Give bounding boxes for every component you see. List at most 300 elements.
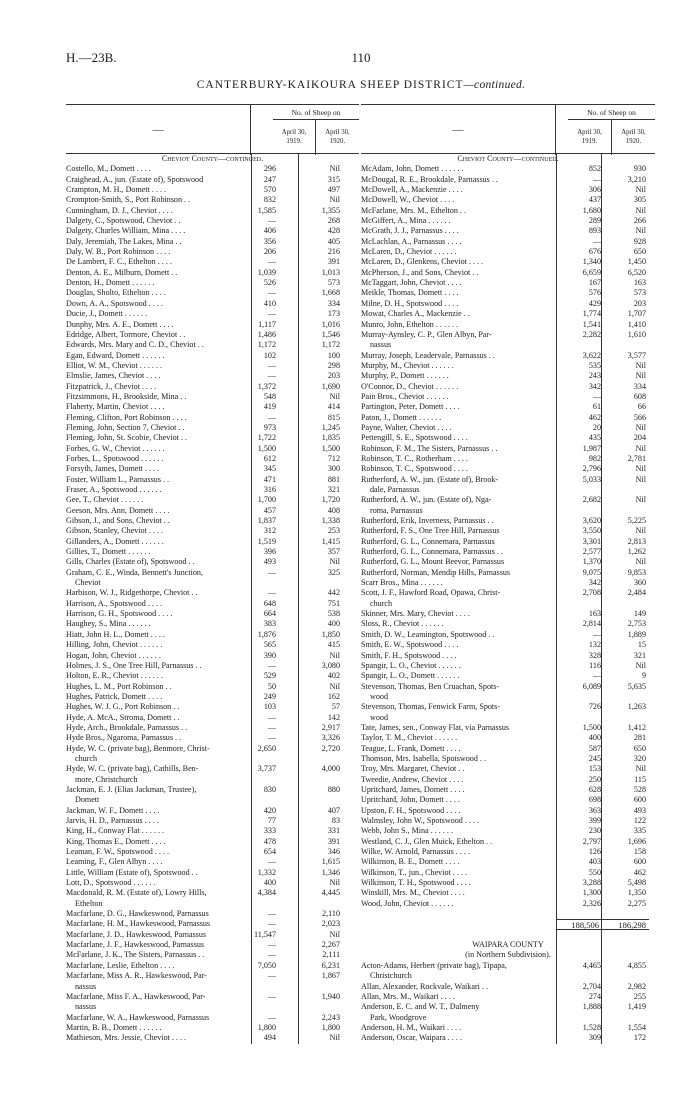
owner-name: Stevenson, Thomas, Ben Cruachan, Spots- [361, 681, 500, 691]
owner-name: Hyde, W. C. (private bag), Benmore, Christ- [66, 743, 210, 753]
sheep-1920: 1,245 [321, 422, 340, 432]
sheep-1920: 1,940 [321, 991, 340, 1001]
sheep-1920: 331 [327, 826, 340, 836]
table-row [66, 692, 359, 702]
owner-name: Macdonald, R. M. (Estate of), Lowry Hills, [66, 888, 207, 898]
table-row [66, 857, 359, 867]
owner-name: Jackman, E. J. (Elias Jackman, Trustee), [66, 784, 197, 794]
table-row [361, 568, 655, 578]
owner-name: Crompton-Smith, S., Port Robinson . . [66, 195, 191, 205]
table-row [361, 299, 655, 309]
sheep-1919: 570 [263, 185, 276, 195]
table-row [66, 878, 359, 888]
sheep-1919: 2,796 [582, 464, 601, 474]
owner-name: Wilkinson, T. H., Spotswood . . . . [361, 878, 471, 888]
table-row [66, 754, 359, 764]
sheep-1919: 153 [588, 764, 601, 774]
sheep-1920: 815 [327, 412, 340, 422]
sheep-1919: 6,089 [582, 681, 601, 691]
owner-name: Taylor, T. M., Cheviot . . . . . . [361, 733, 458, 743]
sheep-1919: 1,172 [257, 340, 276, 350]
sheep-1919: 1,117 [258, 319, 276, 329]
sheep-1919: 420 [263, 805, 276, 815]
right-column [361, 104, 655, 1044]
owner-name: Winskill, Mrs. M., Cheviot . . . . [361, 888, 465, 898]
sheep-1919: 20 [592, 422, 601, 432]
sheep-1920: 2,484 [627, 588, 646, 598]
owner-name: Forsyth, James, Domett . . . . [66, 464, 160, 474]
header-sheep-group [568, 105, 655, 155]
sheep-1920: 122 [633, 816, 646, 825]
owner-name: wood [370, 712, 388, 722]
sheep-1920: 1,016 [321, 319, 340, 329]
sheep-1920: 321 [327, 485, 340, 494]
sheep-1919: 399 [588, 816, 601, 825]
title-continued: —continued. [463, 79, 526, 91]
owner-name: WAIPARA COUNTY [472, 940, 544, 950]
owner-name: Denton, A. E., Milburn, Domett . . [66, 267, 178, 277]
sheep-1919: 333 [263, 826, 276, 836]
table-row [66, 599, 359, 609]
owner-name: Hughes, L. M., Port Robinson . . [66, 681, 172, 691]
sheep-1919: 852 [588, 164, 601, 174]
sheep-1919: 250 [588, 774, 601, 784]
table-row [66, 785, 359, 795]
sheep-1920: 186,298 [618, 920, 646, 931]
sheep-1920: 100 [327, 350, 340, 360]
owner-name: Costello, M., Domett . . . . [66, 164, 151, 174]
sheep-1919: 1,774 [582, 309, 601, 319]
table-row [66, 1033, 359, 1043]
sheep-1920: 325 [327, 567, 340, 577]
table-row [361, 402, 655, 412]
left-table-header [66, 104, 359, 154]
sheep-1919: 132 [588, 640, 601, 650]
sheep-1920: Nil [635, 360, 646, 370]
table-row [361, 226, 655, 236]
table-row [66, 733, 359, 743]
owner-name: Pettengill, S. E., Spotswood . . . . [361, 433, 468, 443]
sheep-1920: 2,023 [321, 919, 340, 929]
owner-name: Little, William (Estate of), Spotswood . . [66, 867, 198, 877]
sheep-1920: 391 [327, 836, 340, 846]
sheep-1919: 982 [588, 453, 601, 463]
table-row [66, 278, 359, 288]
header-col-1920: April 30, 1920. [621, 129, 646, 145]
table-row [361, 557, 655, 567]
page-header [66, 50, 656, 68]
column-rule [251, 154, 252, 1044]
owner-name: Rutherford, Erik, Inverness, Parnassus . . [361, 516, 494, 526]
sheep-1919: 296 [263, 164, 276, 174]
owner-name: Harrison, G. H., Spotswood . . . . [66, 609, 173, 619]
sheep-1920: 281 [633, 733, 646, 743]
sheep-1920: 4,855 [627, 960, 646, 970]
table-row [66, 454, 359, 464]
owner-name: Gibson, Stanley, Cheviot . . . . [66, 526, 164, 536]
owner-name: Allan, Alexander, Rockvale, Waikari . . [361, 981, 488, 991]
owner-name: Smith, D. W., Leamington, Spotswood . . [361, 629, 495, 639]
sheep-1920: 405 [327, 236, 340, 246]
sheep-1919: 249 [263, 691, 276, 701]
table-row [66, 413, 359, 423]
table-row [361, 713, 655, 723]
owner-name: Smith, E. W., Spotswood . . . . [361, 640, 459, 650]
sheep-1920: 462 [633, 867, 646, 877]
table-row [66, 588, 359, 598]
owner-name: Partington, Peter, Domett . . . . [361, 402, 460, 412]
sheep-1919: 893 [588, 226, 601, 236]
owner-name: Leaming, F., Glen Albyn . . . . [66, 857, 163, 867]
sheep-1920: 172 [633, 1033, 646, 1043]
owner-name: Christchurch [370, 971, 412, 981]
sheep-1919: 1,332 [257, 867, 276, 877]
sheep-1919: 2,282 [582, 329, 601, 339]
table-row [66, 744, 359, 754]
sheep-1920: 162 [327, 691, 340, 701]
sheep-1920: 203 [327, 371, 340, 381]
sheep-1920: 1,889 [627, 629, 646, 639]
sheep-1919: 2,326 [582, 898, 601, 908]
sheep-1920: 149 [633, 609, 646, 619]
sheep-1919: 1,528 [582, 1022, 601, 1032]
sheep-1920: 1,867 [321, 971, 340, 981]
sheep-1919: 612 [263, 453, 276, 463]
owner-name: Gills, Charles (Estate of), Spotswood . . [66, 557, 195, 567]
sheep-1919: 664 [263, 609, 276, 619]
sheep-1919: 493 [263, 557, 276, 567]
sheep-1919: 548 [263, 391, 276, 401]
total-row [557, 919, 649, 929]
sheep-1919: — [267, 216, 276, 226]
table-row [66, 382, 359, 392]
owner-name: Dalgety, Charles William, Mina . . . . [66, 226, 186, 236]
sheep-1919: 103 [263, 702, 276, 712]
owner-name: Hughes, W. J. G., Port Robinson . . [66, 702, 180, 712]
table-row [361, 982, 655, 992]
table-row [361, 257, 655, 267]
table-row [66, 723, 359, 733]
table-row [361, 371, 655, 381]
owner-name: Flaherty, Martin, Cheviot . . . . [66, 402, 165, 412]
sheep-1920: 4,000 [321, 764, 340, 774]
table-row [66, 268, 359, 278]
owner-name: Elliot, W. M., Cheviot . . . . . . [66, 360, 163, 370]
sheep-1919: 1,722 [257, 433, 276, 443]
owner-name: Hiatt, John H. L., Domett . . . . [66, 629, 165, 639]
sheep-1919: 400 [263, 878, 276, 888]
table-row [361, 392, 655, 402]
sheep-1919: 4,465 [582, 960, 601, 970]
table-row [66, 288, 359, 298]
sheep-1919: 188,506 [571, 920, 599, 931]
table-row [361, 433, 655, 443]
owner-name: Fleming, John, Section 7, Cheviot . . [66, 422, 185, 432]
header-col-1919: April 30, 1919. [273, 120, 316, 155]
sheep-1919: — [267, 660, 276, 670]
sheep-1919: 390 [263, 650, 276, 660]
sheep-1919: 1,837 [257, 516, 276, 526]
owner-name: Rutherford, G. L., Connemara, Parnassus . . [361, 547, 503, 557]
sheep-1919: — [267, 950, 276, 960]
sheep-1919: 403 [588, 857, 601, 867]
owner-name: Anderson, H. M., Waikari . . . . [361, 1022, 462, 1032]
sheep-1919: — [267, 919, 276, 929]
table-row [361, 547, 655, 557]
sheep-1919: 1,500 [582, 722, 601, 732]
table-row [361, 733, 655, 743]
sheep-1919: 419 [263, 402, 276, 412]
owner-name: Wood, John, Cheviot . . . . . . [361, 898, 454, 908]
table-row [361, 247, 655, 257]
table-row [361, 692, 655, 702]
sheep-1919: 3,288 [582, 878, 601, 888]
sheep-1920: 414 [327, 402, 340, 412]
sheep-1920: 300 [327, 464, 340, 474]
sheep-1919: — [267, 909, 276, 919]
sheep-1920: 407 [327, 805, 340, 815]
sheep-1919: 832 [263, 195, 276, 205]
sheep-1919: 587 [588, 743, 601, 753]
owner-name: Upritchard, John, Domett . . . . [361, 795, 460, 805]
owner-name: Egan, Edward, Domett . . . . . . [66, 350, 165, 360]
owner-name: Ducie, J., Domett . . . . . . [66, 309, 148, 319]
sheep-1919: 247 [263, 174, 276, 184]
sheep-1920: 1,262 [627, 547, 646, 557]
sheep-1919: 1,800 [257, 1022, 276, 1032]
table-row [361, 992, 655, 1002]
owner-name: Haughey, S., Mina . . . . . . [66, 619, 151, 629]
sheep-1919: 457 [263, 505, 276, 515]
sheep-1919: 726 [588, 702, 601, 712]
sheep-1920: 2,111 [322, 950, 340, 960]
owner-name: Hughes, Patrick, Domett . . . . [66, 691, 163, 701]
table-row [66, 713, 359, 723]
owner-name: Holton, E. R., Cheviot . . . . . . [66, 671, 163, 681]
owner-name: Forbes, G. W., Cheviot . . . . . . [66, 443, 165, 453]
sheep-1920: 408 [327, 505, 340, 515]
sheep-1920: Nil [635, 464, 646, 474]
sheep-1920: 203 [633, 298, 646, 308]
sheep-1919: 316 [263, 485, 276, 494]
table-row [66, 475, 359, 485]
sheep-1920: 216 [327, 247, 340, 257]
table-row [66, 640, 359, 650]
table-row [361, 185, 655, 195]
table-row [361, 444, 655, 454]
owner-name: McGiffert, A., Mina . . . . . . [361, 216, 451, 226]
table-row [361, 888, 655, 898]
sheep-1920: 608 [633, 391, 646, 401]
sheep-1919: 77 [267, 816, 276, 825]
owner-name: Rutherford, A. W., jun. (Estate of), Nga- [361, 495, 492, 505]
owner-name: McDowell, W., Cheviot . . . . [361, 195, 455, 205]
sheep-1919: 1,680 [582, 205, 601, 215]
sheep-1920: 402 [327, 671, 340, 681]
sheep-1920: Nil [329, 929, 340, 939]
owner-name: Rutherford, G. L., Mount Beevor, Parnassus [361, 557, 505, 567]
sheep-1919: 973 [263, 422, 276, 432]
table-row [66, 837, 359, 847]
owner-name: Macfarlane, J. F., Hawkeswood, Parnassus [66, 940, 205, 950]
sheep-1919: 342 [588, 381, 601, 391]
sheep-1920: 1,263 [627, 702, 646, 712]
table-row [66, 402, 359, 412]
owner-name: Leaman, F. W., Spotswood . . . . [66, 847, 169, 857]
owner-name: Hyde, W. C. (private bag), Cathills, Ben- [66, 764, 199, 774]
owner-name: Teague, L. Frank, Domett . . . . [361, 743, 461, 753]
table-row [361, 309, 655, 319]
sheep-1919: — [267, 991, 276, 1001]
owner-name: Hyde, A. McA., Stroma, Domett . . [66, 712, 180, 722]
owner-name: Westland, C. J., Glen Muick, Ethelton . . [361, 836, 493, 846]
table-row [361, 423, 655, 433]
table-row [66, 651, 359, 661]
sheep-1919: 478 [263, 836, 276, 846]
owner-name: Harbison, W. J., Ridgethorpe, Cheviot . . [66, 588, 198, 598]
table-row [361, 340, 655, 350]
table-row [361, 175, 655, 185]
owner-name: Wilke, W. Arnold, Parnassus . . . . [361, 847, 470, 857]
sheep-1920: 360 [633, 578, 646, 588]
sheep-1920: Nil [635, 764, 646, 774]
header-group-title: No. of Sheep on [568, 105, 655, 120]
sheep-1919: — [592, 629, 601, 639]
sheep-1919: 1,370 [582, 557, 601, 567]
table-row [361, 609, 655, 619]
sheep-1920: 2,267 [321, 940, 340, 950]
table-row [66, 506, 359, 516]
table-row [66, 195, 359, 205]
sheep-1920: 335 [633, 826, 646, 836]
sheep-1920: 305 [633, 195, 646, 205]
table-row [66, 619, 359, 629]
table-row [361, 930, 655, 940]
table-row [361, 744, 655, 754]
owner-name: church [370, 598, 393, 608]
sheep-1919: 2,797 [582, 836, 601, 846]
sheep-1920: Nil [329, 557, 340, 567]
owner-name: Anderson, Oscar, Waipara . . . . [361, 1033, 462, 1043]
owner-name: more, Christchurch [75, 774, 138, 784]
owner-name: roma, Parnassus [370, 505, 423, 515]
sheep-1919: 356 [263, 236, 276, 246]
table-row [66, 630, 359, 640]
sheep-1920: 428 [327, 226, 340, 236]
sheep-1919: 550 [588, 867, 601, 877]
sheep-1920: Nil [329, 878, 340, 888]
sheep-1919: 2,708 [582, 588, 601, 598]
table-row [361, 320, 655, 330]
sheep-1920: 2,110 [322, 909, 340, 919]
sheep-1920: 928 [633, 236, 646, 246]
owner-name: McLaren, D., Glenkens, Cheviot . . . . [361, 257, 484, 267]
owner-name: Payne, Walter, Cheviot . . . . [361, 422, 452, 432]
sheep-1920: 497 [327, 185, 340, 195]
sheep-1920: 163 [633, 278, 646, 288]
table-row [66, 423, 359, 433]
sheep-1919: 437 [588, 195, 601, 205]
table-row [361, 630, 655, 640]
sheep-1919: 1,876 [257, 629, 276, 639]
sheep-1919: 3,620 [582, 516, 601, 526]
sheep-1920: 712 [327, 453, 340, 463]
sheep-1920: 1,707 [627, 309, 646, 319]
owner-name: Cheviot County—continued. [161, 154, 264, 163]
owner-name: Smith, F. H., Spotswood . . . . [361, 650, 457, 660]
sheep-1920: 751 [327, 598, 340, 608]
sheep-1920: 415 [327, 640, 340, 650]
sheep-1920: 334 [327, 298, 340, 308]
left-column [66, 104, 359, 1044]
sheep-1919: 116 [589, 660, 601, 670]
sheep-1920: Nil [329, 650, 340, 660]
header-group-title: No. of Sheep on [273, 105, 359, 120]
table-row [361, 640, 655, 650]
owner-name: McTaggart, John, Cheviot . . . . [361, 278, 462, 288]
sheep-1920: 1,172 [321, 340, 340, 350]
table-row [66, 971, 359, 981]
table-row [66, 216, 359, 226]
table-row [66, 992, 359, 1002]
table-row [66, 257, 359, 267]
sheep-1919: — [592, 671, 601, 681]
section-heading [361, 154, 655, 164]
sheep-1919: 274 [588, 991, 601, 1001]
table-row [361, 702, 655, 712]
sheep-1920: 1,690 [321, 381, 340, 391]
sheep-1919: — [267, 371, 276, 381]
table-row [361, 516, 655, 526]
sheep-1919: 471 [263, 474, 276, 484]
owner-name: Rutherford, Norman, Mendip Hills, Parnassus [361, 567, 511, 577]
sheep-1919: 2,704 [582, 981, 601, 991]
sheep-1920: Nil [329, 164, 340, 174]
sheep-1919: 289 [588, 216, 601, 226]
table-row [361, 454, 655, 464]
owner-name: Down, A. A., Spotswood . . . . [66, 298, 163, 308]
sheep-1920: Nil [635, 557, 646, 567]
table-row [361, 764, 655, 774]
owner-name: Edwards, Mrs. Mary and C. D., Cheviot . . [66, 340, 204, 350]
sheep-1919: 312 [263, 526, 276, 536]
sheep-1920: 1,355 [321, 205, 340, 215]
owner-name: Domett [75, 795, 100, 805]
table-row [66, 1013, 359, 1023]
owner-name: King, H., Conway Flat . . . . . . [66, 826, 165, 836]
owner-name: Elmslie, James, Cheviot . . . . [66, 371, 161, 381]
table-row [361, 1013, 655, 1023]
sheep-1920: 5,225 [627, 516, 646, 526]
table-row [66, 847, 359, 857]
table-row [361, 195, 655, 205]
owner-name: Fleming, Clifton, Port Robinson . . . . [66, 412, 187, 422]
sheep-1919: — [592, 236, 601, 246]
table-row [361, 661, 655, 671]
sheep-1919: 654 [263, 847, 276, 857]
sheep-1920: Nil [635, 422, 646, 432]
table-row [66, 568, 359, 578]
owner-name: Scott, J. F., Hawford Road, Opawa, Christ- [361, 588, 501, 598]
sheep-1919: 4,384 [257, 888, 276, 898]
sheep-1919: — [267, 940, 276, 950]
sheep-1919: 698 [588, 795, 601, 805]
table-row [361, 361, 655, 371]
owner-name: nassus [75, 981, 97, 991]
sheep-1920: Nil [329, 391, 340, 401]
sheep-1919: 400 [588, 733, 601, 743]
sheep-1920: Nil [635, 526, 646, 536]
